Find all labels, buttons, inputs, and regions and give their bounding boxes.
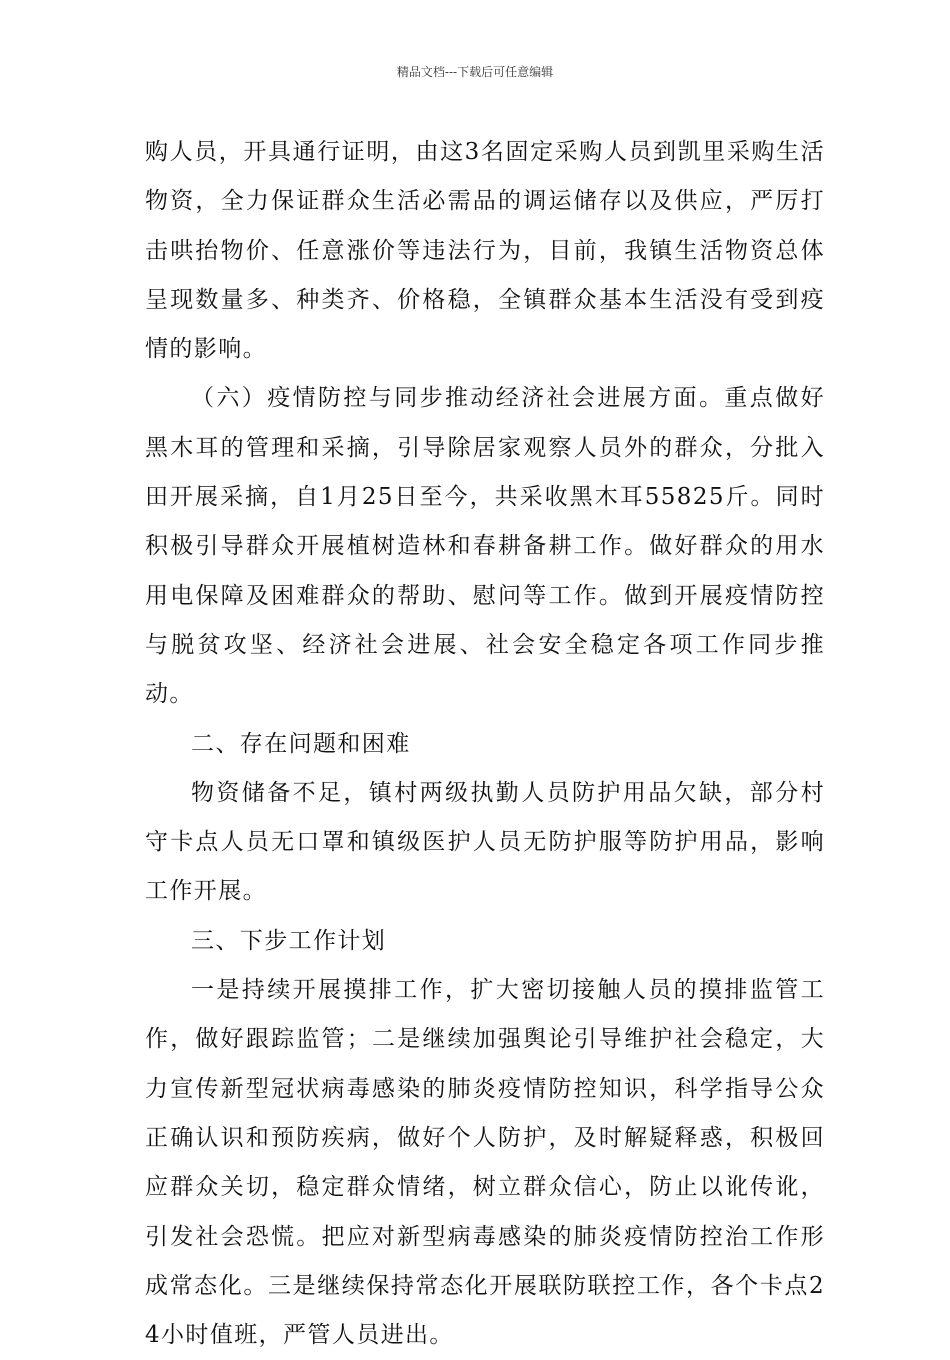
paragraph-problems: 物资储备不足，镇村两级执勤人员防护用品欠缺，部分村守卡点人员无口罩和镇级医护人员无防护服等防护用品，影响工作开展。: [145, 779, 825, 905]
paragraph-next-steps: 一是持续开展摸排工作，扩大密切接触人员的摸排监管工作，做好跟踪监管；二是继续加强舆论引导维护社会稳定，大力宣传新型冠状病毒感染的肺炎疫情防控知识，科学指导公众正确认识和预防疾病，做好个人防护，及时解疑释惑，积极回应群众关切，稳定群众情绪，树立群众信心，防止以讹传讹，引发社会恐慌。把应对新型病毒感染的肺炎疫情防控治工作形成常态化。三是继续保持常态化开展联防联控工作，各个卡点24小时值班，严管人员进出。: [145, 977, 825, 1349]
page-header: 精品文档---下载后可任意编辑: [396, 65, 554, 79]
section-heading-problems: 二、存在问题和困难: [191, 730, 411, 757]
paragraph-continued-procurement: 购人员，开具通行证明，由这3名固定采购人员到凯里采购生活物资，全力保证群众生活必需品的调运储存以及供应，严厉打击哄抬物价、任意涨价等违法行为，目前，我镇生活物资总体呈现数量多、种类齐、价格稳，全镇群众基本生活没有受到疫情的影响。: [145, 139, 825, 363]
document-body: [145, 128, 825, 1360]
section-heading-next-steps: 三、下步工作计划: [191, 927, 387, 954]
paragraph-economic-development: （六）疫情防控与同步推动经济社会进展方面。重点做好黑木耳的管理和采摘，引导除居家观察人员外的群众，分批入田开展采摘，自1月25日至今，共采收黑木耳55825斤。同时积极引导群众开展植树造林和春耕备耕工作。做好群众的用水用电保障及困难群众的帮助、慰问等工作。做到开展疫情防控与脱贫攻坚、经济社会进展、社会安全稳定各项工作同步推动。: [145, 385, 825, 708]
